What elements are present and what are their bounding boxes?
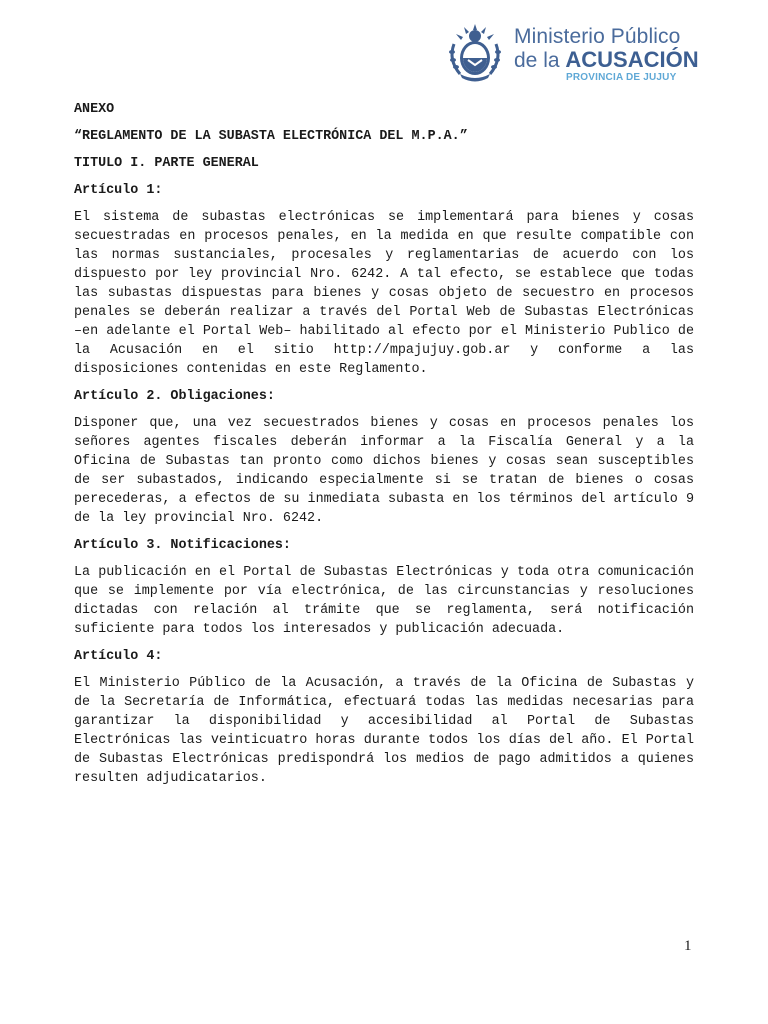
- article-1-text: El sistema de subastas electrónicas se implementará para bienes y cosas secuestradas en procesos penales, en la medida en que resulte compatible con las normas sustanciales, procesales y reglamentarias de acuerdo con los dispuesto por ley provincial Nro. 6242. A tal efecto, se establece que todas las subastas dispuestas para bienes y cosas objeto de secuestro en procesos penales se deberán realizar a través del Portal Web de Subastas Electrónicas –en adelante el Portal Web– habilitado al efecto por el Ministerio Publico de la Acusación en el sitio http://mpajujuy.gob.ar y conforme a las disposiciones contenidas en este Reglamento.: [74, 210, 694, 377]
- document-title: “REGLAMENTO DE LA SUBASTA ELECTRÓNICA DEL M.P.A.”: [74, 129, 468, 144]
- article-3-text: La publicación en el Portal de Subastas Electrónicas y toda otra comunicación que se implemente por vía electrónica, de las circunstancias y resoluciones dictadas con relación al trámite que se reglamenta, será notificación suficiente para todos los interesados y publicación adecuada.: [74, 565, 694, 637]
- logo-line-1: Ministerio Público: [514, 25, 681, 48]
- annex-label: ANEXO: [74, 102, 115, 117]
- page-number: 1: [684, 938, 692, 954]
- document-body: [74, 100, 694, 796]
- article-4-heading: Artículo 4:: [74, 649, 163, 664]
- article-1-heading: Artículo 1:: [74, 183, 163, 198]
- article-3-heading: Artículo 3. Notificaciones:: [74, 538, 291, 553]
- logo-line-2: [514, 48, 700, 73]
- mpa-logo: [446, 22, 699, 84]
- article-2-heading: Artículo 2. Obligaciones:: [74, 389, 275, 404]
- logo-province: PROVINCIA DE JUJUY: [566, 72, 677, 83]
- section-title: TITULO I. PARTE GENERAL: [74, 156, 259, 171]
- article-4-text: El Ministerio Público de la Acusación, a través de la Oficina de Subastas y de la Secretaría de Informática, efectuará todas las medidas necesarias para garantizar la disponibilidad y accesibilidad al Portal de Subastas Electrónicas las veinticuatro horas durante todos los días del año. El Portal de Subastas Electrónicas predispondrá los medios de pago admitidos a quienes resulten adjudicatarios.: [74, 676, 694, 786]
- article-2-text: Disponer que, una vez secuestrados bienes y cosas en procesos penales los señores agentes fiscales deberán informar a la Fiscalía General y a la Oficina de Subastas tan pronto como dichos bienes y cosas sean susceptibles de ser subastados, indicando especialmente si se tratan de bienes o cosas perecederas, a efectos de su inmediata subasta en los términos del artículo 9 de la ley provincial Nro. 6242.: [74, 416, 694, 526]
- logo-wordmark: [514, 25, 700, 83]
- logo-line-2-bold: ACUSACIÓN: [565, 47, 699, 72]
- coat-of-arms-icon: [446, 22, 504, 84]
- logo-line-2-prefix: de la: [514, 49, 566, 72]
